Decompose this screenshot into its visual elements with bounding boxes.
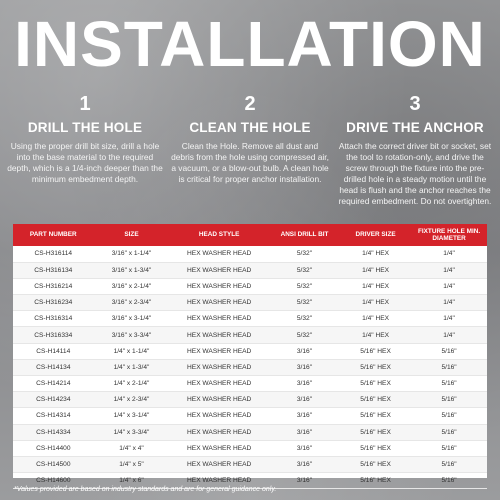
- driver-size-cell: 5/16" HEX: [340, 456, 411, 472]
- table-row: [13, 327, 487, 343]
- header-fixture-hole: FIXTURE HOLE MIN. DIAMETER: [411, 224, 487, 246]
- part-number-cell: CS-H14134: [13, 359, 94, 375]
- drill-bit-cell: 3/16": [269, 408, 340, 424]
- size-cell: 3/16" x 3-1/4": [94, 311, 170, 327]
- size-cell: 1/4" x 2-1/4": [94, 376, 170, 392]
- part-number-cell: CS-H14234: [13, 392, 94, 408]
- size-cell: 3/16" x 2-3/4": [94, 295, 170, 311]
- part-number-cell: CS-H316334: [13, 327, 94, 343]
- step-2: [171, 94, 329, 222]
- part-number-cell: CS-H14600: [13, 473, 94, 489]
- fixture-hole-cell: 1/4": [411, 311, 487, 327]
- head-style-cell: HEX WASHER HEAD: [169, 327, 269, 343]
- table-body: [13, 246, 487, 489]
- table-row: [13, 424, 487, 440]
- driver-size-cell: 5/16" HEX: [340, 343, 411, 359]
- driver-size-cell: 5/16" HEX: [340, 408, 411, 424]
- head-style-cell: HEX WASHER HEAD: [169, 278, 269, 294]
- table-row: [13, 246, 487, 262]
- drill-bit-cell: 5/32": [269, 327, 340, 343]
- table-header-row: [13, 224, 487, 246]
- head-style-cell: HEX WASHER HEAD: [169, 440, 269, 456]
- head-style-cell: HEX WASHER HEAD: [169, 456, 269, 472]
- head-style-cell: HEX WASHER HEAD: [169, 359, 269, 375]
- size-cell: 1/4" x 5": [94, 456, 170, 472]
- driver-size-cell: 1/4" HEX: [340, 311, 411, 327]
- driver-size-cell: 1/4" HEX: [340, 262, 411, 278]
- size-cell: 1/4" x 4": [94, 440, 170, 456]
- drill-bit-cell: 5/32": [269, 311, 340, 327]
- driver-size-cell: 1/4" HEX: [340, 327, 411, 343]
- drill-bit-cell: 3/16": [269, 473, 340, 489]
- drill-bit-cell: 3/16": [269, 456, 340, 472]
- part-number-cell: CS-H14500: [13, 456, 94, 472]
- fixture-hole-cell: 1/4": [411, 327, 487, 343]
- fixture-hole-cell: 1/4": [411, 295, 487, 311]
- part-number-cell: CS-H14214: [13, 376, 94, 392]
- table-row: [13, 278, 487, 294]
- fixture-hole-cell: 5/16": [411, 424, 487, 440]
- steps-section: [6, 94, 494, 222]
- part-number-cell: CS-H14114: [13, 343, 94, 359]
- part-number-cell: CS-H14400: [13, 440, 94, 456]
- header-drill-bit: ANSI DRILL BIT: [269, 224, 340, 246]
- head-style-cell: HEX WASHER HEAD: [169, 262, 269, 278]
- step-title: DRILL THE HOLE: [27, 120, 143, 135]
- size-cell: 3/16" x 1-1/4": [94, 246, 170, 262]
- part-number-cell: CS-H14314: [13, 408, 94, 424]
- fixture-hole-cell: 5/16": [411, 343, 487, 359]
- drill-bit-cell: 3/16": [269, 424, 340, 440]
- head-style-cell: HEX WASHER HEAD: [169, 311, 269, 327]
- drill-bit-cell: 5/32": [269, 262, 340, 278]
- step-number: 3: [409, 93, 421, 115]
- size-cell: 1/4" x 1-1/4": [94, 343, 170, 359]
- drill-bit-cell: 3/16": [269, 343, 340, 359]
- driver-size-cell: 5/16" HEX: [340, 392, 411, 408]
- table-row: [13, 456, 487, 472]
- step-description: Using the proper drill bit size, drill a hole into the base material to the required depth, which is a 1/4-inch deeper than the minimum embedment depth.: [7, 141, 163, 184]
- driver-size-cell: 5/16" HEX: [340, 424, 411, 440]
- table-row: [13, 359, 487, 375]
- step-title: DRIVE THE ANCHOR: [346, 120, 484, 135]
- drill-bit-cell: 5/32": [269, 278, 340, 294]
- part-number-cell: CS-H14334: [13, 424, 94, 440]
- table-row: [13, 262, 487, 278]
- driver-size-cell: 5/16" HEX: [340, 440, 411, 456]
- step-number: 2: [244, 93, 256, 115]
- table-row: [13, 376, 487, 392]
- fixture-hole-cell: 5/16": [411, 376, 487, 392]
- part-number-cell: CS-H316234: [13, 295, 94, 311]
- step-number: 1: [79, 93, 91, 115]
- table-row: [13, 392, 487, 408]
- driver-size-cell: 1/4" HEX: [340, 246, 411, 262]
- head-style-cell: HEX WASHER HEAD: [169, 246, 269, 262]
- table-row: [13, 311, 487, 327]
- drill-bit-cell: 5/32": [269, 246, 340, 262]
- size-cell: 1/4" x 3-3/4": [94, 424, 170, 440]
- size-cell: 3/16" x 2-1/4": [94, 278, 170, 294]
- head-style-cell: HEX WASHER HEAD: [169, 424, 269, 440]
- page-title: INSTALLATION: [14, 8, 486, 80]
- step-description: Attach the correct driver bit or socket, set the tool to rotation-only, and drive the screw through the fixture into the pre-drilled hole in a steady motion until the head is flush and the anchor reaches the required embedment. Do not overtighten.: [338, 141, 492, 206]
- driver-size-cell: 5/16" HEX: [340, 376, 411, 392]
- table-row: [13, 343, 487, 359]
- size-cell: 3/16" x 1-3/4": [94, 262, 170, 278]
- size-cell: 1/4" x 1-3/4": [94, 359, 170, 375]
- footnote: *Values provided are based on industry standards and are for general guidance only.: [14, 486, 277, 493]
- step-3: [336, 94, 494, 222]
- driver-size-cell: 5/16" HEX: [340, 359, 411, 375]
- drill-bit-cell: 3/16": [269, 392, 340, 408]
- part-number-cell: CS-H316214: [13, 278, 94, 294]
- header-size: SIZE: [94, 224, 170, 246]
- step-description: Clean the Hole. Remove all dust and debris from the hole using compressed air, a vacuum, or a blow-out bulb. A clean hole is critical for proper anchor installation.: [171, 141, 329, 184]
- fixture-hole-cell: 1/4": [411, 262, 487, 278]
- fixture-hole-cell: 1/4": [411, 246, 487, 262]
- part-number-cell: CS-H316134: [13, 262, 94, 278]
- size-cell: 1/4" x 6": [94, 473, 170, 489]
- step-title: CLEAN THE HOLE: [189, 120, 311, 135]
- part-number-cell: CS-H316314: [13, 311, 94, 327]
- spec-table: [13, 224, 487, 485]
- header-part-number: PART NUMBER: [13, 224, 94, 246]
- drill-bit-cell: 5/32": [269, 295, 340, 311]
- head-style-cell: HEX WASHER HEAD: [169, 376, 269, 392]
- fixture-hole-cell: 5/16": [411, 392, 487, 408]
- fixture-hole-cell: 5/16": [411, 440, 487, 456]
- header-head-style: HEAD STYLE: [169, 224, 269, 246]
- fixture-hole-cell: 5/16": [411, 456, 487, 472]
- drill-bit-cell: 3/16": [269, 376, 340, 392]
- fixture-hole-cell: 5/16": [411, 408, 487, 424]
- driver-size-cell: 1/4" HEX: [340, 295, 411, 311]
- step-1: [6, 94, 164, 222]
- size-cell: 1/4" x 3-1/4": [94, 408, 170, 424]
- head-style-cell: HEX WASHER HEAD: [169, 343, 269, 359]
- table-row: [13, 440, 487, 456]
- part-number-cell: CS-H316114: [13, 246, 94, 262]
- fixture-hole-cell: 5/16": [411, 359, 487, 375]
- size-cell: 1/4" x 2-3/4": [94, 392, 170, 408]
- drill-bit-cell: 3/16": [269, 440, 340, 456]
- table-row: [13, 295, 487, 311]
- driver-size-cell: 5/16" HEX: [340, 473, 411, 489]
- head-style-cell: HEX WASHER HEAD: [169, 473, 269, 489]
- head-style-cell: HEX WASHER HEAD: [169, 295, 269, 311]
- fixture-hole-cell: 5/16": [411, 473, 487, 489]
- head-style-cell: HEX WASHER HEAD: [169, 408, 269, 424]
- fixture-hole-cell: 1/4": [411, 278, 487, 294]
- head-style-cell: HEX WASHER HEAD: [169, 392, 269, 408]
- table-row: [13, 408, 487, 424]
- size-cell: 3/16" x 3-3/4": [94, 327, 170, 343]
- driver-size-cell: 1/4" HEX: [340, 278, 411, 294]
- drill-bit-cell: 3/16": [269, 359, 340, 375]
- header-driver-size: DRIVER SIZE: [340, 224, 411, 246]
